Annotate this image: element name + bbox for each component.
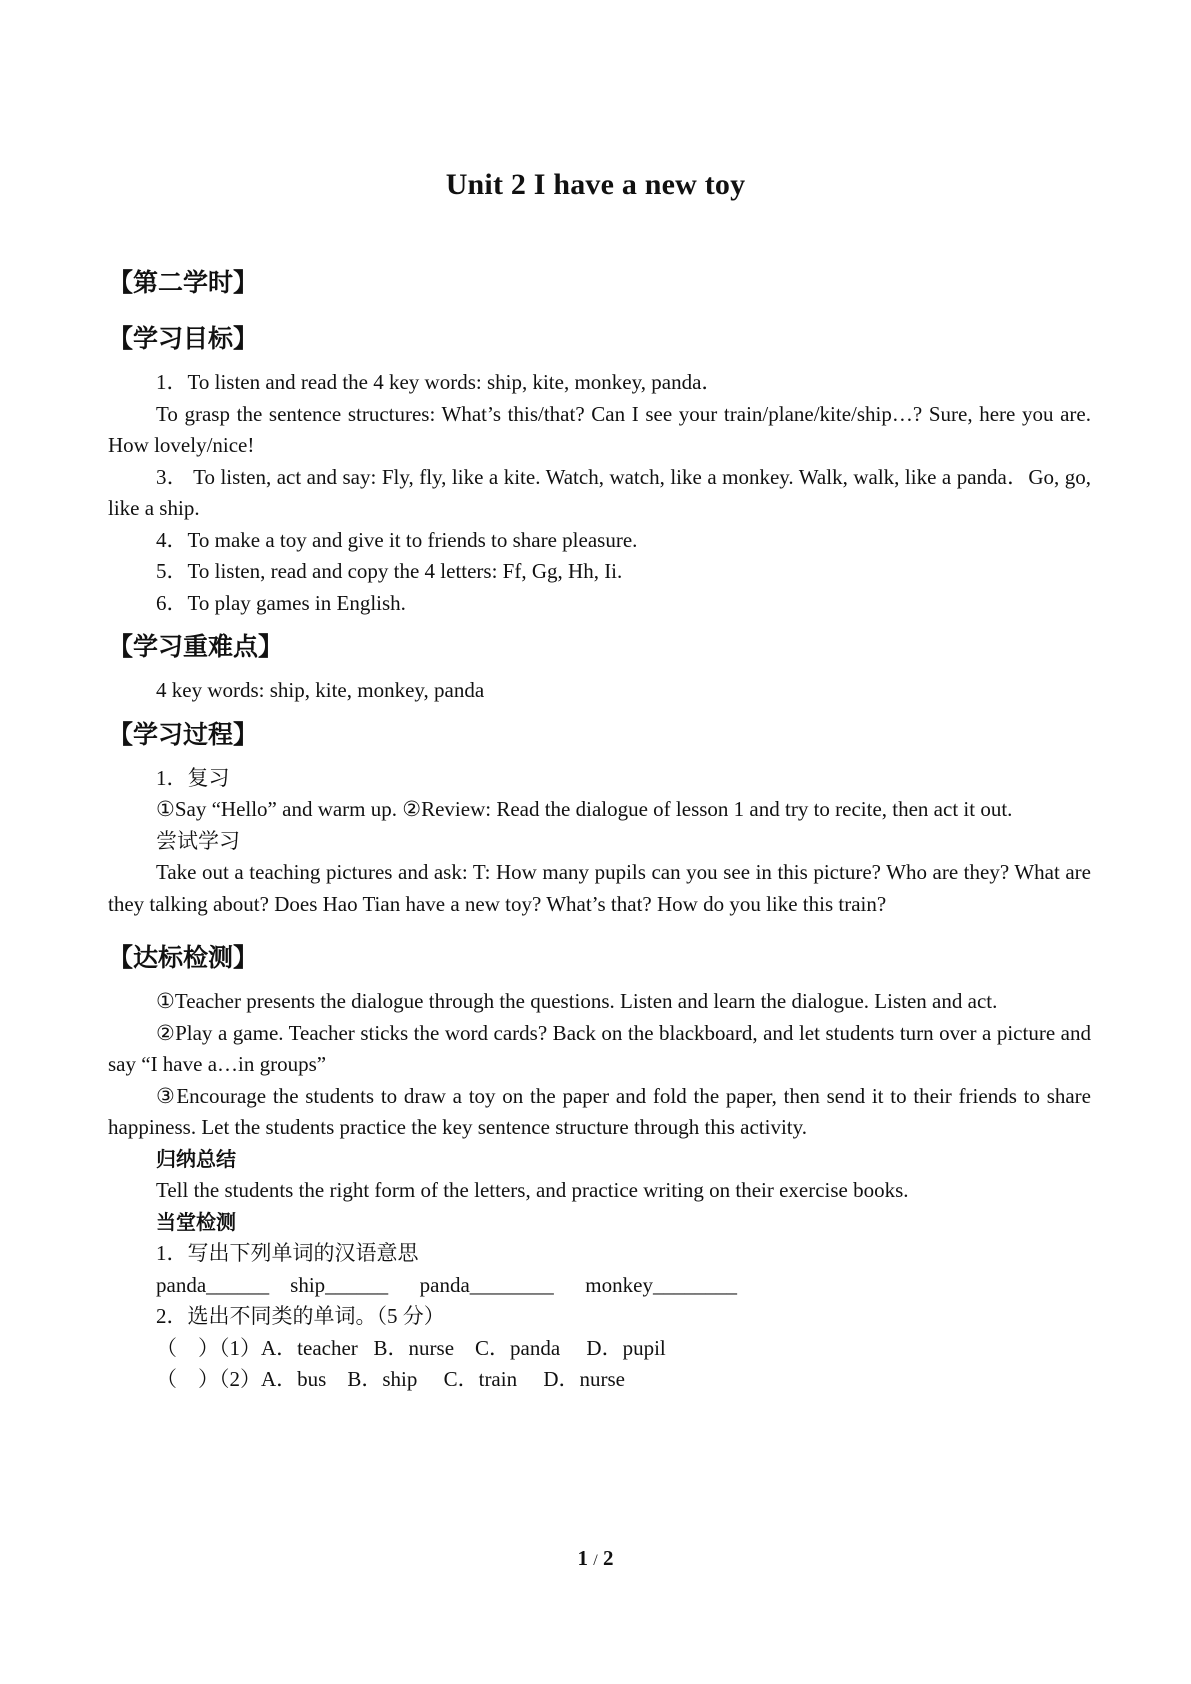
objectives-heading: 【学习目标】 <box>108 324 259 353</box>
quiz-label: 当堂检测 <box>156 1209 236 1234</box>
objective-item: 6．To play games in English. <box>156 590 406 615</box>
quiz-question-2: 2．选出不同类的单词。（5 分） <box>156 1304 445 1328</box>
review-label: 1．复习 <box>156 765 230 790</box>
document-body <box>108 265 1091 1396</box>
page-total: 2 <box>602 1546 614 1570</box>
quiz-choice-row: （ ）（1）A．teacher B．nurse C．panda D．pupil <box>156 1335 666 1360</box>
page-current: 1 <box>577 1546 589 1570</box>
lesson-heading: 【第二学时】 <box>108 268 259 297</box>
process-heading: 【学习过程】 <box>108 719 259 749</box>
objective-item: 5．To listen, read and copy the 4 letters: Ff, Gg, Hh, Ii. <box>156 559 623 583</box>
page-separator: / <box>593 1552 598 1569</box>
key-points-text: 4 key words: ship, kite, monkey, panda <box>156 678 485 702</box>
objective-item: 1．To listen and read the 4 key words: ship, kite, monkey, panda． <box>156 370 723 394</box>
try-label: 尝试学习 <box>156 828 240 853</box>
page-number <box>0 1546 1191 1571</box>
summary-label: 归纳总结 <box>156 1146 236 1171</box>
objective-item: 3． To listen, act and say: Fly, fly, like a kite. Watch, watch, like a monkey. Walk, walk, like a panda．Go, go, like a ship. <box>108 464 1091 520</box>
review-text: ①Say “Hello” and warm up. ②Review: Read the dialogue of lesson 1 and try to recite, then act it out. <box>156 797 1013 821</box>
check-item: ③Encourage the students to draw a toy on the paper and fold the paper, then send it to their friends to share happiness. Let the students practice the key sentence structure through this activity. <box>108 1083 1091 1139</box>
document-title: Unit 2 I have a new toy <box>445 168 746 201</box>
quiz-choice-row: （ ）（2）A．bus B．ship C．train D．nurse <box>156 1367 625 1391</box>
key-points-heading: 【学习重难点】 <box>108 632 284 661</box>
summary-text: Tell the students the right form of the letters, and practice writing on their exercise books. <box>156 1178 909 1202</box>
check-heading: 【达标检测】 <box>108 943 259 972</box>
quiz-question-1: 1．写出下列单词的汉语意思 <box>156 1241 419 1265</box>
objective-item: 4．To make a toy and give it to friends to share pleasure. <box>156 527 638 552</box>
objective-item: To grasp the sentence structures: What’s this/that? Can I see your train/plane/kite/ship…? Sure, here you are. How lovely/nice! <box>108 401 1091 457</box>
check-item: ①Teacher presents the dialogue through the questions. Listen and learn the dialogue. Listen and act. <box>156 989 998 1013</box>
check-item: ②Play a game. Teacher sticks the word cards? Back on the blackboard, and let students turn over a picture and say “I have a…in groups” <box>108 1020 1091 1076</box>
quiz-question-1-blanks: panda______ ship______ panda________ monkey________ <box>156 1272 737 1297</box>
try-text: Take out a teaching pictures and ask: T: How many pupils can you see in this picture? Who are they? What are they talking about? Does Hao Tian have a new toy? What’s that? How do you like this train? <box>108 860 1091 916</box>
